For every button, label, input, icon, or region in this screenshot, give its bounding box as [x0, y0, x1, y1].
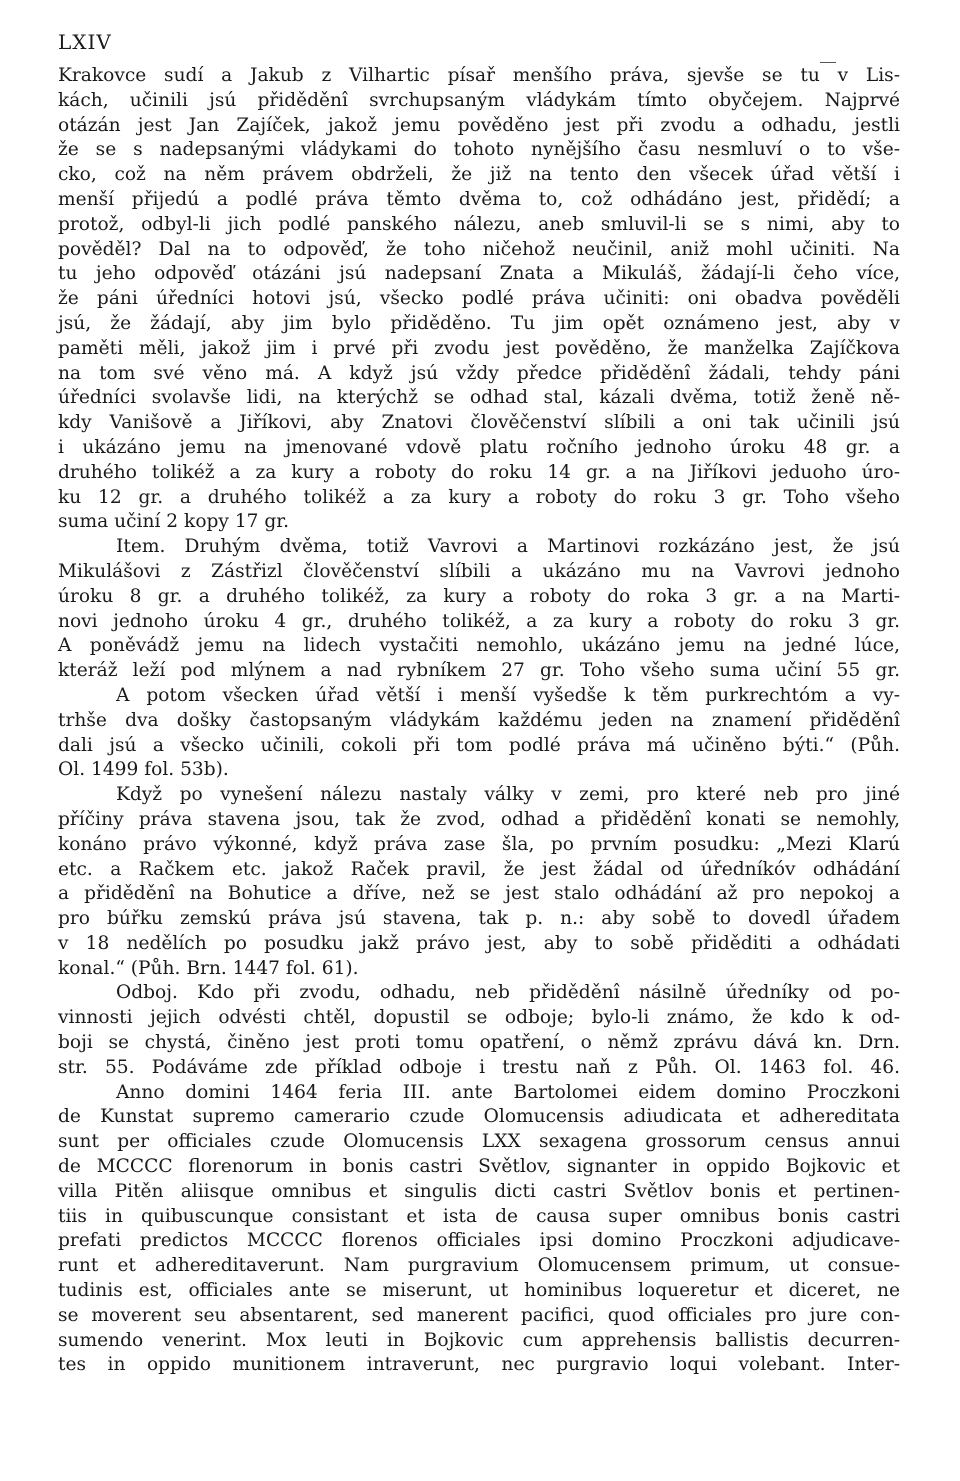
text-line: tes in oppido munitionem intraverunt, nec purgravio loqui volebant. Inter-: [58, 1354, 900, 1376]
text-line: úroku 8 gr. a druhého tolikéž, za kury a roboty do roka 3 gr. a na Marti-: [58, 585, 900, 607]
page-number: LXIV: [58, 30, 112, 54]
text-line: konal.“ (Půh. Brn. 1447 fol. 61).: [58, 957, 359, 979]
text-line: na tom své věno má. A když jsú vždy předce přiděděnî žádali, tehdy páni: [58, 362, 900, 384]
text-line: trhše dva došky častopsaným vládykám každému jeden na znamení přiděděnî: [58, 709, 900, 731]
text-line: villa Pitěn aliisque omnibus et singulis dicti castri Světlov bonis et pertinen-: [58, 1180, 900, 1202]
text-line: tu jeho odpověď otázáni jsú nadepsaní Znata a Mikuláš, žádají-li čeho více,: [58, 263, 900, 285]
text-line: konáno právo výkonné, když práva zase šla, po prvním posudku: „Mezi Klarú: [58, 833, 900, 855]
text-line: paměti měli, jakož jim i prvé při zvodu jest pověděno, že manželka Zajíčkova: [58, 337, 900, 359]
text-line: pověděl? Dal na to odpověď, že toho ničehož neučinil, aniž mohl učiniti. Na: [58, 238, 900, 260]
text-line: protož, odbyl-li jich podlé panského nálezu, aneb smluvil-li se s nimi, aby to: [58, 213, 900, 235]
text-line: menší přijedú a podlé práva těmto dvěma to, což odhádáno jest, přidědí; a: [58, 188, 900, 210]
text-line: úředníci svolavše lidi, na kterýchž se odhad stal, kázali dvěma, totiž ženě ně-: [58, 387, 900, 409]
text-line: prefati predictos MCCCC florenos officiales ipsi domino Proczkoni adjudicave-: [58, 1230, 900, 1252]
text-line: že se s nadepsanými vládykami do tohoto nynějšího času nesmluví o to vše-: [58, 139, 900, 161]
text-line: sumendo venerint. Mox leuti in Bojkovic cum apprehensis ballistis decurren-: [58, 1329, 900, 1351]
text-line: v 18 nedělích po posudku jakž právo jest, aby to sobě přiděditi a odhádati: [58, 932, 900, 954]
text-line: příčiny práva stavena jsou, tak že zvod, odhad a přiděděnî konati se nemohly,: [58, 808, 900, 830]
text-line: kách, učinili jsú přiděděnî svrchupsaným vládykám tímto obyčejem. Najprvé: [58, 89, 900, 111]
text-line: kteráž leží pod mlýnem a nad rybníkem 27 gr. Toho všeho suma učiní 55 gr.: [58, 660, 900, 682]
text-line: tiis in quibuscunque consistant et ista de causa super omnibus bonis castri: [58, 1205, 900, 1227]
text-line: boji se chystá, činěno jest proti tomu opatření, o němž zprávu dává kn. Drn.: [58, 1032, 900, 1054]
text-line: novi jednoho úroku 4 gr., druhého tolikéž, a za kury a roboty do roku 3 gr.: [58, 610, 900, 632]
text-line: cko, což na něm právem obdrželi, že již na tento den všecek úřad větší i: [58, 164, 900, 186]
text-line: i ukázáno jemu na jmenované vdově platu ročního jednoho úroku 48 gr. a: [58, 436, 900, 458]
text-body: [58, 64, 900, 1378]
text-line: de Kunstat supremo camerario czude Olomucensis adiudicata et adhereditata: [58, 1106, 900, 1128]
text-line: suma učiní 2 kopy 17 gr.: [58, 511, 290, 533]
text-line: se moverent seu absentarent, sed manerent pacifici, quod officiales pro jure con-: [58, 1304, 900, 1326]
text-line: Krakovce sudí a Jakub z Vilhartic písař menšího práva, sjevše se tu v Lis-: [58, 65, 900, 86]
text-line: ku 12 gr. a druhého tolikéž a za kury a roboty do roku 3 gr. Toho všeho: [58, 486, 900, 508]
text-line: str. 55. Podáváme zde příklad odboje i trestu naň z Půh. Ol. 1463 fol. 46.: [58, 1056, 900, 1078]
margin-mark: [820, 62, 836, 63]
text-line: etc. a Račkem etc. jakož Raček pravil, že jest žádal od úředníkóv odhádání: [58, 858, 900, 880]
text-line: A poněvádž jemu na lidech vystačiti nemohlo, ukázáno jemu na jedné lúce,: [58, 635, 900, 657]
text-line: A potom všecken úřad větší i menší vyšedše k těm purkrechtóm a vy-: [116, 684, 900, 706]
text-line: že páni úředníci hotovi jsú, všecko podlé práva učiniti: oni obadva pověděli: [58, 288, 900, 310]
text-line: a přiděděnî na Bohutice a dříve, než se jest stalo odhádání až pro nepokoj a: [58, 883, 900, 905]
text-line: kdy Vanišově a Jiříkovi, aby Znatovi člověčenství slíbili a oni tak učinili jsú: [58, 412, 900, 434]
text-line: druhého tolikéž a za kury a roboty do roku 14 gr. a na Jiříkovi jeduoho úro-: [58, 461, 900, 483]
text-line: pro búřku zemskú práva jsú stavena, tak p. n.: aby sobě to dovedl úřadem: [58, 908, 900, 930]
text-line: de MCCCC florenorum in bonis castri Světlov, signanter in oppido Bojkovic et: [58, 1156, 900, 1178]
text-line: Mikulášovi z Zástřizl člověčenství slíbili a ukázáno mu na Vavrovi jednoho: [58, 560, 900, 582]
text-line: Anno domini 1464 feria III. ante Bartolomei eidem domino Proczkoni: [116, 1081, 900, 1103]
text-line: tudinis est, officiales ante se miserunt, ut hominibus loqueretur et diceret, ne: [58, 1280, 900, 1302]
text-line: Item. Druhým dvěma, totiž Vavrovi a Martinovi rozkázáno jest, že jsú: [116, 536, 900, 558]
text-line: Ol. 1499 fol. 53b).: [58, 759, 229, 781]
text-line: jsú, že žádají, aby jim bylo přiděděno. Tu jim opět oznámeno jest, aby v: [58, 312, 900, 334]
text-line: sunt per officiales czude Olomucensis LXX sexagena grossorum census annui: [58, 1131, 900, 1153]
text-line: Když po vynešení nálezu nastaly války v zemi, pro které neb pro jiné: [116, 784, 900, 806]
text-line: dali jsú a všecko učinili, cokoli při tom podlé práva má učiněno býti.“ (Půh.: [58, 734, 900, 756]
text-line: Odboj. Kdo při zvodu, odhadu, neb přiděděnî násilně úředníky od po-: [116, 982, 900, 1004]
text-line: vinnosti jejich odvésti chtěl, dopustil se odboje; bylo-li známo, že kdo k od-: [58, 1007, 900, 1029]
text-line: runt et adhereditaverunt. Nam purgravium Olomucensem primum, ut consue-: [58, 1255, 900, 1277]
text-line: otázán jest Jan Zajíček, jakož jemu pověděno jest při zvodu a odhadu, jestli: [58, 114, 900, 136]
